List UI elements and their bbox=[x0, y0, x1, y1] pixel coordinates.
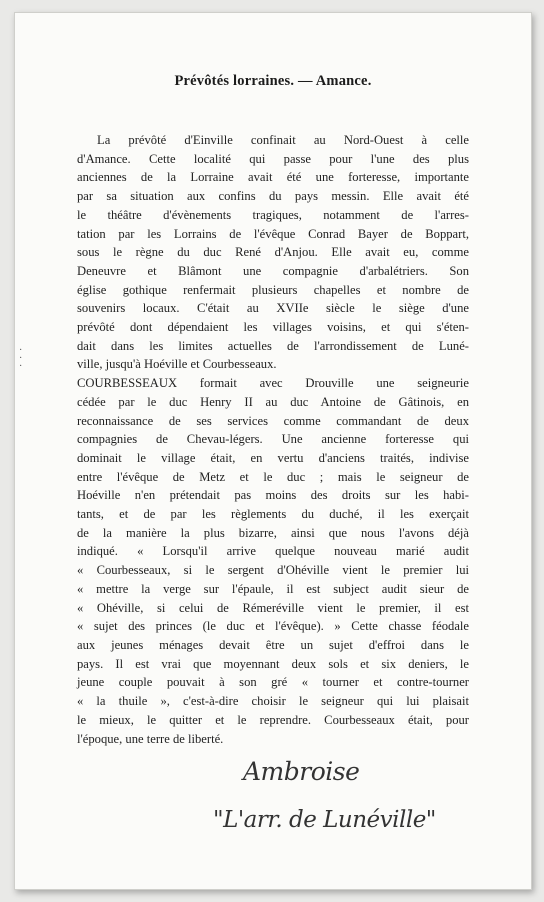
text-line: tation par les Lorrains de l'évêque Conrad Bayer de Boppart, bbox=[77, 226, 469, 241]
page-title: Prévôtés lorraines. — Amance. bbox=[174, 73, 372, 89]
text-line: l'époque, une terre de liberté. bbox=[77, 731, 224, 746]
text-line: Hoéville n'en prétendait pas moins des droits sur les habi- bbox=[77, 488, 469, 503]
text-line: « Ohéville, si celui de Rémeréville vient le premier, il est bbox=[77, 600, 469, 615]
text-line: Deneuvre et Blâmont une compagnie d'arbalétriers. Son bbox=[77, 263, 469, 278]
text-line: jeune couple pouvait à son gré « tourner et contre-tourner bbox=[77, 675, 469, 690]
text-line: La prévôté d'Einville confinait au Nord-Ouest à celle bbox=[97, 133, 469, 147]
text-line: dait dans les limites actuelles de l'arrondissement de Luné- bbox=[77, 338, 469, 353]
page-sheet bbox=[14, 12, 532, 890]
text-line: prévôté dont dépendaient les villages voisins, et qui s'éten- bbox=[77, 320, 469, 335]
text-line: compagnies de Chevau-légers. Une ancienne forteresse qui bbox=[77, 432, 469, 447]
text-line: « sujet des princes (le duc et l'évêque). » Cette chasse féodale bbox=[77, 619, 469, 634]
margin-marks: · · · bbox=[19, 345, 23, 372]
handwritten-signature-place: "L'arr. de Lunéville" bbox=[213, 807, 436, 833]
text-line: reconnaissance de ses services comme commandant de deux bbox=[77, 413, 469, 428]
text-line: pays. Il est vrai que moyennant deux sols et six deniers, le bbox=[77, 656, 469, 671]
text-line: ville, jusqu'à Hoéville et Courbesseaux. bbox=[77, 357, 277, 372]
text-line: indiqué. « Lorsqu'il arrive quelque nouveau marié audit bbox=[77, 544, 469, 559]
text-line: « Courbesseaux, si le sergent d'Ohéville vient le premier lui bbox=[77, 563, 469, 578]
text-line: anciennes de la Lorraine avait été une forteresse, importante bbox=[77, 170, 469, 185]
text-line: tants, et de par les règlements du duché, il les exerçait bbox=[77, 507, 469, 522]
text-line: « mettre la verge sur l'épaule, il est subject audit sieur de bbox=[77, 581, 469, 596]
text-line: entre l'évêque de Metz et le duc ; mais le seigneur de bbox=[77, 469, 469, 484]
text-line: le théâtre d'évènements tragiques, notamment de l'arres- bbox=[77, 207, 469, 222]
text-line: église gothique renfermait plusieurs chapelles et nombre de bbox=[77, 282, 469, 297]
text-line: « la thuile », c'est-à-dire choisir le seigneur qui lui plaisait bbox=[77, 694, 469, 709]
text-line: dominait le village était, en vertu d'anciens traités, indivise bbox=[77, 450, 469, 465]
text-line: sous le règne du duc René d'Anjou. Elle avait eu, comme bbox=[77, 245, 469, 260]
text-line: aux jeunes ménages devait être un sujet d'effroi dans le bbox=[77, 637, 469, 652]
text-line: le mieux, le quitter et le reprendre. Courbesseaux était, pour bbox=[77, 712, 469, 727]
text-line: cédée par le duc Henry II au duc Antoine de Gâtinois, en bbox=[77, 394, 469, 409]
text-line: souvenirs locaux. C'était au XVIIe siècle le siège d'une bbox=[77, 301, 469, 316]
text-line: d'Amance. Cette localité qui passe pour l'une des plus bbox=[77, 151, 469, 166]
text-line: par sa situation aux confins du pays messin. Elle avait été bbox=[77, 189, 469, 204]
text-line: de la manière la plus bizarre, ainsi que nous l'avons déjà bbox=[77, 525, 469, 540]
handwritten-signature-name: Ambroise bbox=[243, 757, 360, 786]
text-line: COURBESSEAUX formait avec Drouville une seigneurie bbox=[77, 376, 469, 391]
body-text bbox=[77, 131, 469, 748]
